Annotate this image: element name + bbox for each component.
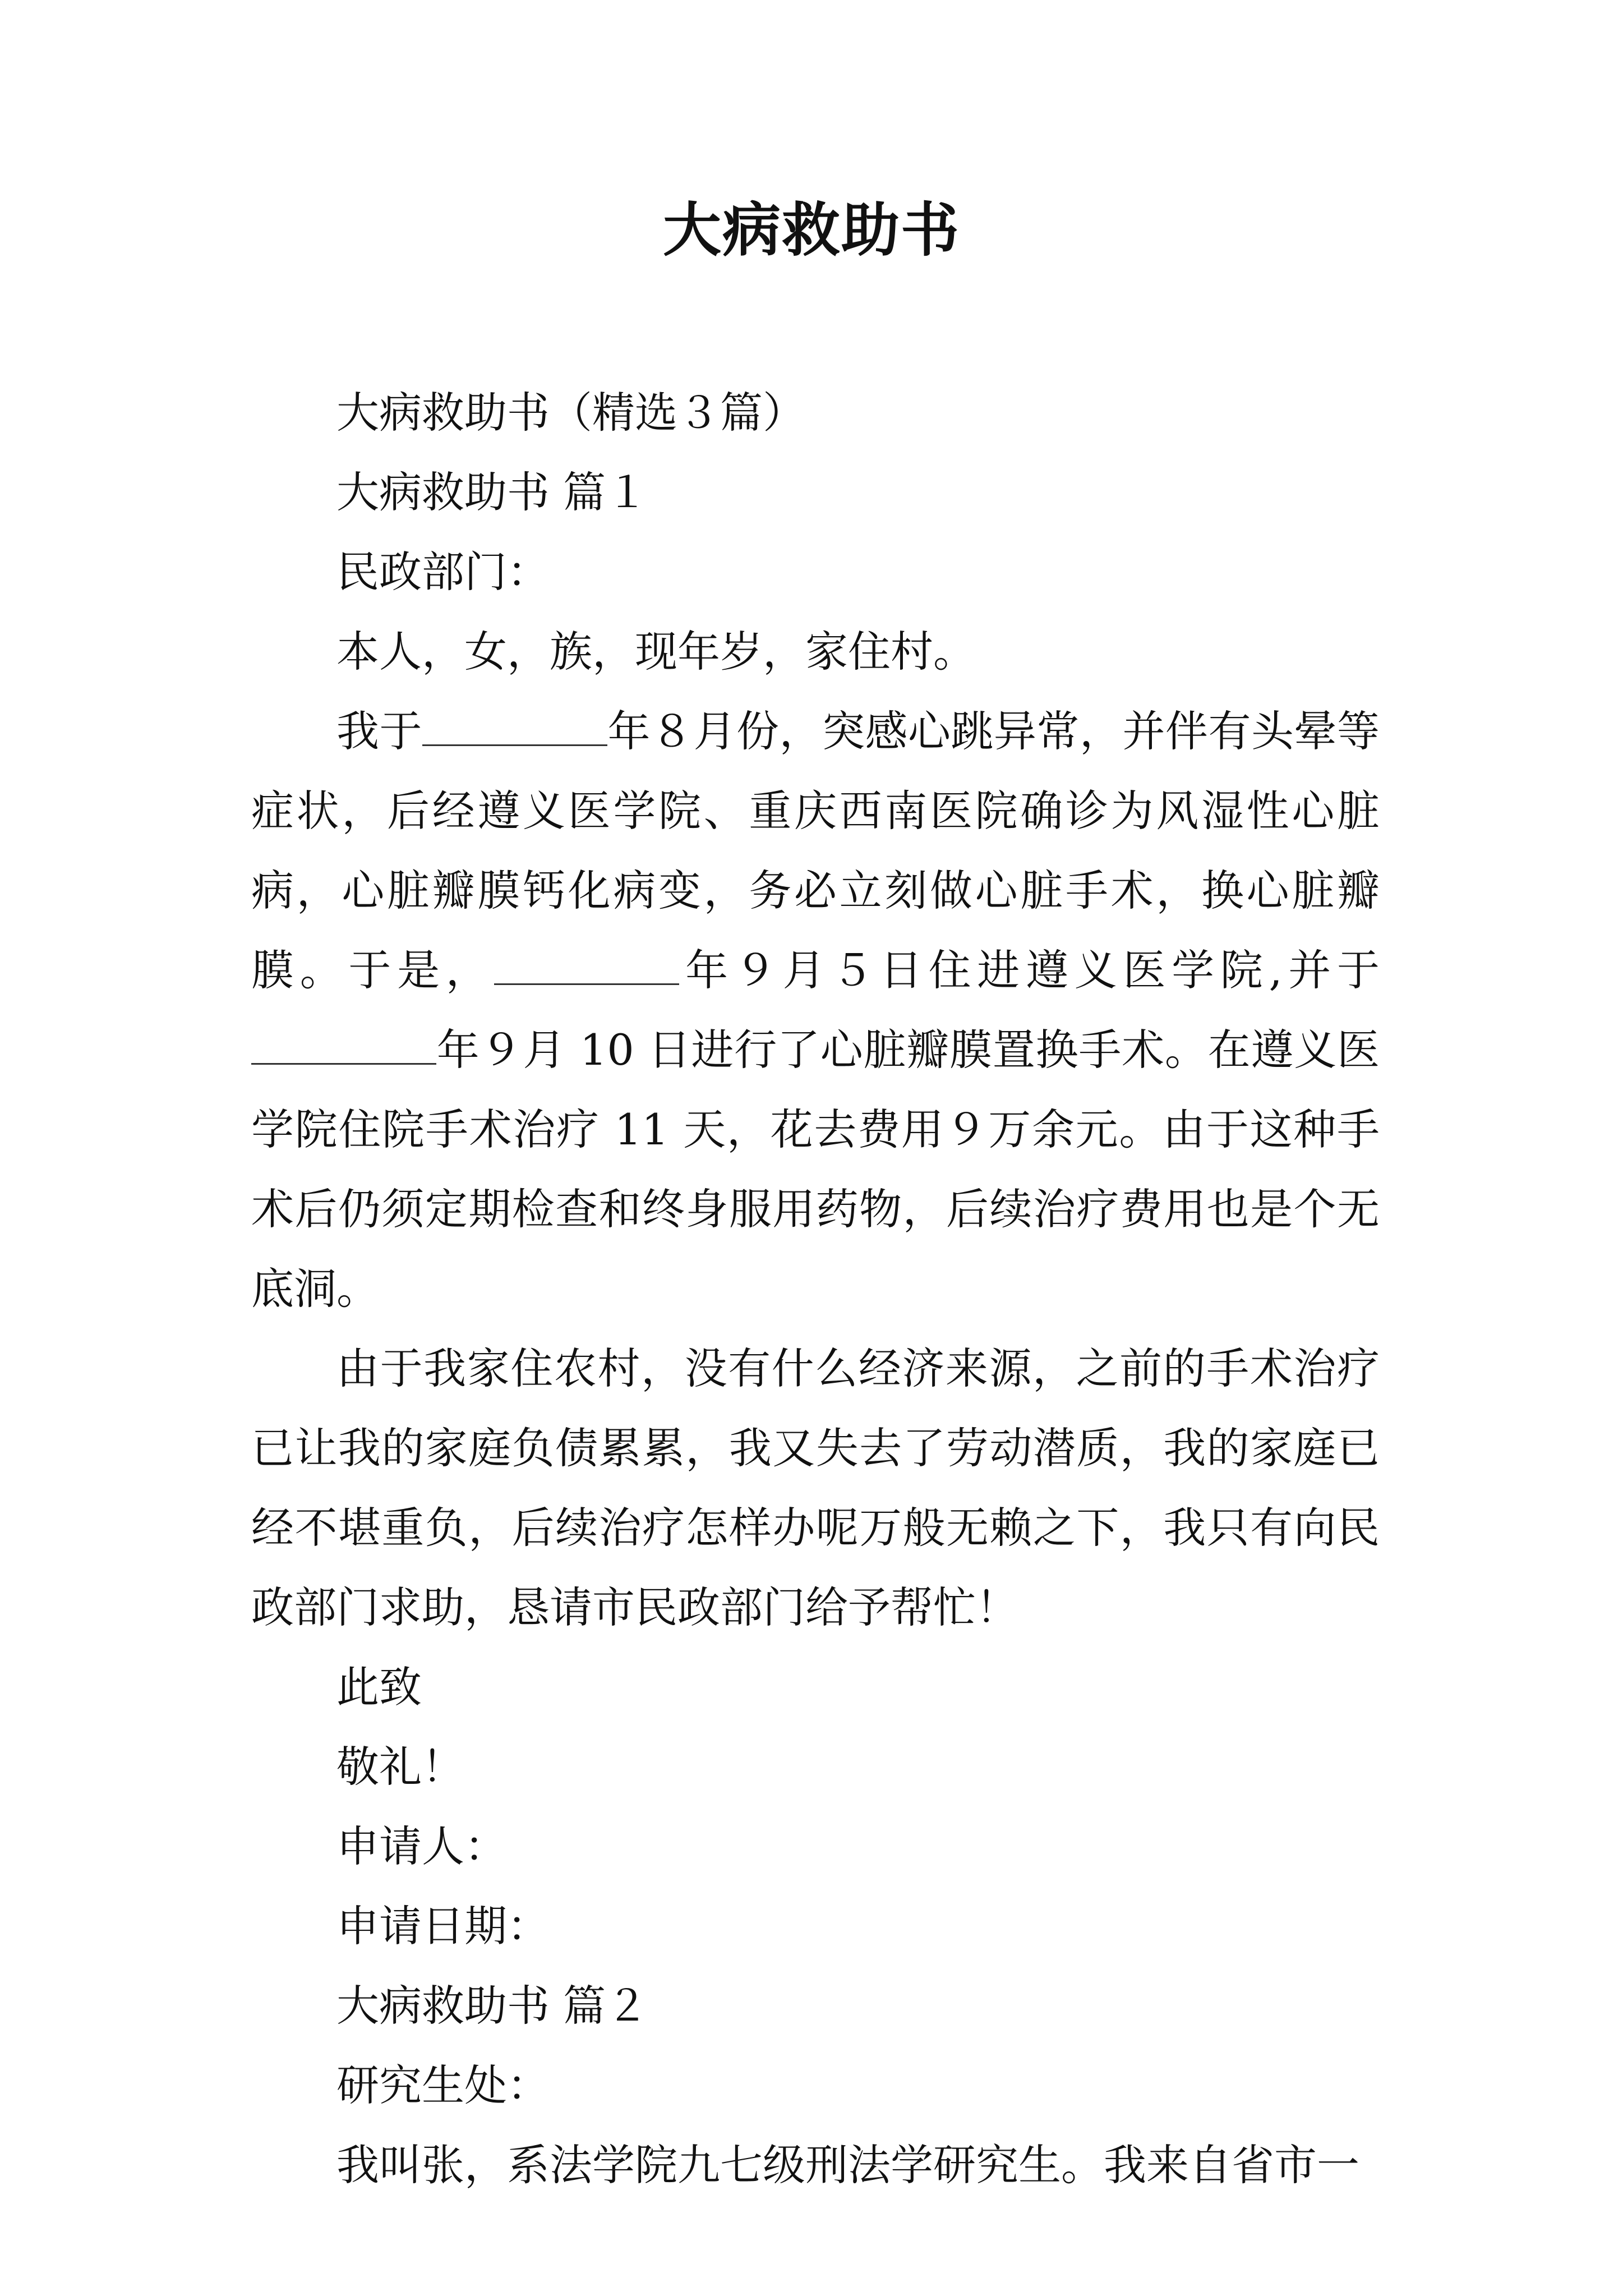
closing-regards: 敬礼！ xyxy=(336,1742,464,1792)
closing-salutation: 此致 xyxy=(336,1662,422,1712)
intro-line: 本人，女，族，现年岁，家住村。 xyxy=(336,627,976,677)
applicant-line: 申请人： xyxy=(336,1821,507,1871)
blank-year-field xyxy=(251,1024,436,1065)
blank-year-field xyxy=(494,944,679,985)
recipient-line: 民政部门： xyxy=(336,547,550,597)
paragraph-request: 由于我家住农村，没有什么经济来源，之前的手术治疗已让我的家庭负债累累，我又失去了劳动潜质，我的家庭已经不堪重负，后续治疗怎样办呢万般无赖之下，我只有向民政部门求助，恳请市民政部门给予帮忙！ xyxy=(251,1343,1380,1632)
paragraph-introduction-2: 我叫张，系法学院九七级刑法学研究生。我来自省市一 xyxy=(336,2140,1359,2190)
paragraph-text: 年９月 10 日进行了心脏瓣膜置换手术。在遵义医学院住院手术治疗 11 天，花去费用９万余元。由于这种手术后仍须定期检查和终身服用药物，后续治疗费用也是个无底洞。 xyxy=(251,1025,1380,1314)
section-heading-1: 大病救助书 篇１ xyxy=(336,467,649,517)
paragraph-text: 我于 xyxy=(336,706,422,756)
paragraph-medical-history xyxy=(251,692,1380,1329)
blank-year-field xyxy=(422,705,607,746)
recipient-line-2: 研究生处： xyxy=(336,2060,550,2110)
application-date-line: 申请日期： xyxy=(336,1901,550,1951)
paragraph-text: 年８月份，突感心跳异常，并伴有头晕等症状，后经遵义医学院、重庆西南医院确诊为风湿性心脏病，心脏瓣膜钙化病变，务必立刻做心脏手术，换心脏瓣膜。于是， xyxy=(251,706,1380,995)
document-subtitle: 大病救助书（精选３篇） xyxy=(336,388,805,438)
document-body xyxy=(251,373,1380,2205)
document-title: 大病救助书 xyxy=(662,196,960,264)
paragraph-text: 年９月５日住进遵义医学院,并于 xyxy=(679,945,1380,995)
section-heading-2: 大病救助书 篇２ xyxy=(336,1981,649,2031)
